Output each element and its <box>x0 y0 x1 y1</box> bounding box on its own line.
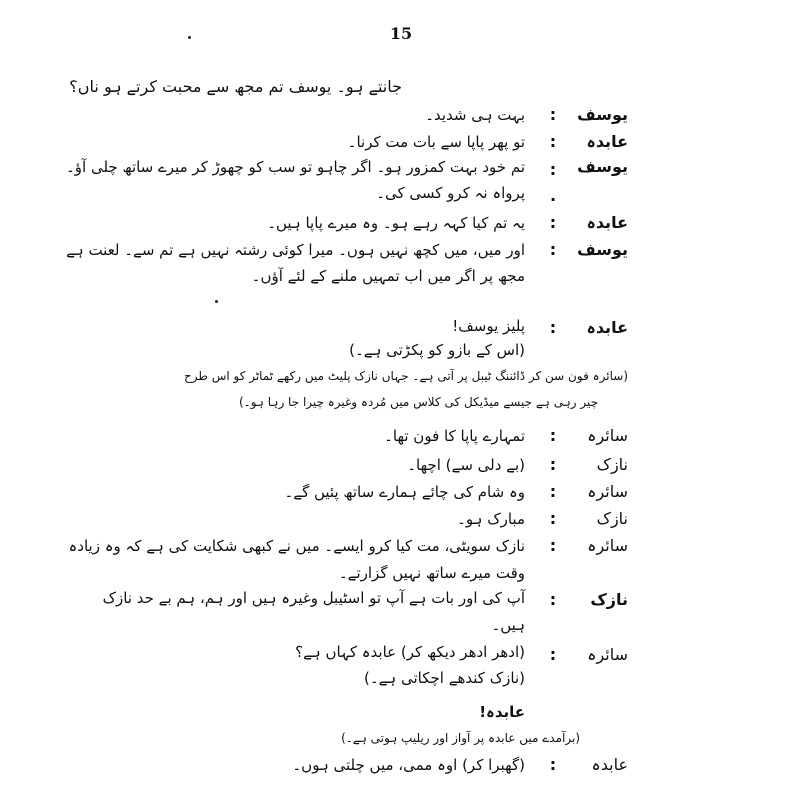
colon: : <box>549 536 557 555</box>
dialogue-text: تو پھر پاپا سے بات مت کرنا۔ <box>347 133 525 151</box>
stage-direction: (اس کے بازو کو پکڑتی ہے۔) <box>349 341 525 359</box>
ink-speck <box>215 300 218 303</box>
ink-speck <box>188 36 191 39</box>
dialogue-text: تم خود بہت کمزور ہو۔ اگر چاہو تو سب کو چھوڑ کر میرے ساتھ چلی آؤ۔ <box>65 158 525 176</box>
speaker-name: یوسف <box>577 157 628 176</box>
colon: : <box>549 755 557 774</box>
speaker-name: سائرہ <box>587 426 628 445</box>
speaker-name: نازک <box>590 590 628 609</box>
dialogue-text: مبارک ہو۔ <box>457 510 525 528</box>
stage-direction: (برآمدے میں عابدہ پر آواز اور ریلیپ ہوتی ہے۔) <box>341 731 580 745</box>
colon: : <box>549 160 557 179</box>
colon: : <box>549 455 557 474</box>
speaker-name: عابدہ <box>586 213 628 232</box>
dialogue-text: (گھبرا کر) اوہ ممی، میں چلتی ہوں۔ <box>292 756 525 774</box>
colon: : <box>549 240 557 259</box>
dialogue-text: آپ کی اور بات ہے آپ تو اسٹیبل وغیرہ ہیں اور ہم، ہم بے حد نازک <box>102 589 525 607</box>
colon: : <box>549 645 557 664</box>
dialogue-text: ہیں۔ <box>491 616 525 634</box>
stage-direction: چیر رہی ہے جیسے میڈیکل کی کلاس میں مُردہ وغیرہ چیرا جا رہا ہو۔) <box>239 395 598 409</box>
dialogue-text: پلیز یوسف! <box>452 317 525 335</box>
speaker-name: نازک <box>596 455 628 474</box>
speaker-name: عابدہ <box>591 755 628 774</box>
speaker-name: عابدہ <box>586 318 628 337</box>
dialogue-text: (بے دلی سے) اچھا۔ <box>407 456 525 474</box>
colon: : <box>549 426 557 445</box>
dialogue-text: جانتے ہو۔ یوسف تم مجھ سے محبت کرتے ہو ناں؟ <box>69 77 402 96</box>
colon: : <box>549 318 557 337</box>
speaker-name: عابدہ <box>586 132 628 151</box>
colon: : <box>549 509 557 528</box>
dialogue-text: (ادھر ادھر دیکھ کر) عابدہ کہاں ہے؟ <box>295 643 525 661</box>
colon: : <box>549 132 557 151</box>
dialogue-text: اور میں، میں کچھ نہیں ہوں۔ میرا کوئی رشتہ نہیں ہے تم سے۔ لعنت ہے <box>66 241 525 259</box>
dialogue-text: نازک سویٹی، مت کیا کرو ایسے۔ میں نے کبھی شکایت کی ہے کہ وہ زیادہ <box>68 537 525 555</box>
dialogue-text: وقت میرے ساتھ نہیں گزارتے۔ <box>338 564 525 582</box>
page-number: 15 <box>389 24 413 43</box>
speaker-name: نازک <box>596 509 628 528</box>
colon: : <box>549 105 557 124</box>
colon: . <box>549 186 557 205</box>
dialogue-text: پرواہ نہ کرو کسی کی۔ <box>376 184 525 202</box>
dialogue-text: بہت ہی شدید۔ <box>425 106 525 124</box>
colon: : <box>549 482 557 501</box>
dialogue-text: عابدہ! <box>479 703 525 721</box>
stage-direction: (نازک کندھے اچکاتی ہے۔) <box>363 669 525 687</box>
speaker-name: یوسف <box>577 105 628 124</box>
speaker-name: سائرہ <box>587 482 628 501</box>
colon: : <box>549 590 557 609</box>
dialogue-text: یہ تم کیا کہہ رہے ہو۔ وہ میرے پاپا ہیں۔ <box>267 214 525 232</box>
dialogue-text: تمہارے پاپا کا فون تھا۔ <box>384 427 525 445</box>
dialogue-text: مجھ پر اگر میں اب تمہیں ملنے کے لئے آؤں۔ <box>251 267 525 285</box>
speaker-name: سائرہ <box>587 645 628 664</box>
speaker-name: سائرہ <box>587 536 628 555</box>
stage-direction: (سائرہ فون سن کر ڈائننگ ٹیبل پر آتی ہے۔ جہاں نازک پلیٹ میں رکھے ٹماٹر کو اس طرح <box>183 369 628 383</box>
colon: : <box>549 213 557 232</box>
speaker-name: یوسف <box>577 240 628 259</box>
dialogue-text: وہ شام کی چائے ہمارے ساتھ پئیں گے۔ <box>284 483 525 501</box>
